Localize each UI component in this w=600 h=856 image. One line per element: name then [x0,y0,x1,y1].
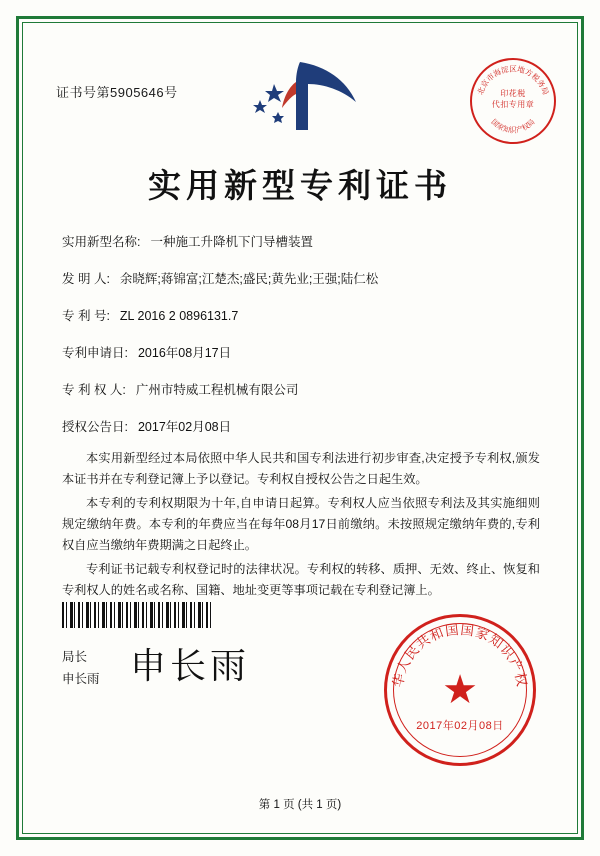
certificate-number: 证书号第5905646号 [56,85,178,100]
star-icon: ★ [442,667,478,712]
field-application-date [62,343,542,361]
legal-paragraph-3: 专利证书记载专利权登记时的法律状况。专利权的转移、质押、无效、终止、恢复和专利权人的姓名或名称、国籍、地址变更等事项记载在专利登记簿上。 [62,562,540,597]
field-grant-announcement-date [62,417,542,435]
signature-labels [62,646,100,690]
field-patent-number [62,306,542,324]
field-value: ZL 2016 2 0896131.7 [119,309,239,323]
tax-stamp-center-text [472,88,554,110]
official-seal [379,605,536,766]
field-label: 专 利 号: [62,309,110,323]
legal-body-text [62,448,540,604]
field-label: 授权公告日: [62,420,128,434]
tax-stamp-arc-label: 北京市海淀区地方税务局 [475,64,551,97]
legal-paragraph-2: 本专利的专利权期限为十年,自申请日起算。专利权人应当依照专利法及其实施细则规定缴纳年费。本专利的年费应当在每年08月17日前缴纳。未按照规定缴纳年费的,专利权自应当缴纳年费期满之日起终止。 [62,496,540,552]
field-list [62,232,542,454]
director-name-label: 申长雨 [62,672,100,686]
cnipa-logo-icon [230,56,370,136]
certificate-content [34,34,566,822]
field-value: 2017年02月08日 [137,420,232,434]
legal-paragraph-1: 本实用新型经过本局依照中华人民共和国专利法进行初步审查,决定授予专利权,颁发本证书并在专利登记簿上予以登记。专利权自授权公告之日起生效。 [62,451,540,486]
director-title-label: 局长 [62,650,88,664]
page-title: 实用新型专利证书 [148,166,452,205]
field-label: 专利申请日: [62,346,128,360]
field-utility-model-name [62,232,542,250]
field-value: 2016年08月17日 [137,346,232,360]
director-handwritten-signature: 申长雨 [130,646,251,687]
seal-arc-top-label: 中华人民共和国国家知识产权局 [379,605,530,689]
field-label: 发 明 人: [62,272,110,286]
svg-text:国家知识产权局 [489,117,536,134]
tax-stamp-bottom-arc-label: 国家知识产权局 [489,117,537,135]
page-footer: 第 1 页 (共 1 页) [258,799,342,811]
field-label: 专 利 权 人: [62,383,126,397]
tax-stamp-line1: 印花税 [500,89,526,98]
tax-stamp [470,58,556,144]
field-inventors [62,269,542,287]
field-label: 实用新型名称: [62,235,141,249]
field-value: 一种施工升降机下门导槽装置 [150,235,313,249]
tax-stamp-line2: 代扣专用章 [491,100,535,109]
field-value: 余晓辉;蒋锦富;江楚杰;盛民;黄先业;王强;陆仁松 [119,272,379,286]
seal-date: 2017年02月08日 [416,720,504,732]
field-value: 广州市特威工程机械有限公司 [135,383,299,397]
field-patentee [62,380,542,398]
barcode [62,602,212,628]
